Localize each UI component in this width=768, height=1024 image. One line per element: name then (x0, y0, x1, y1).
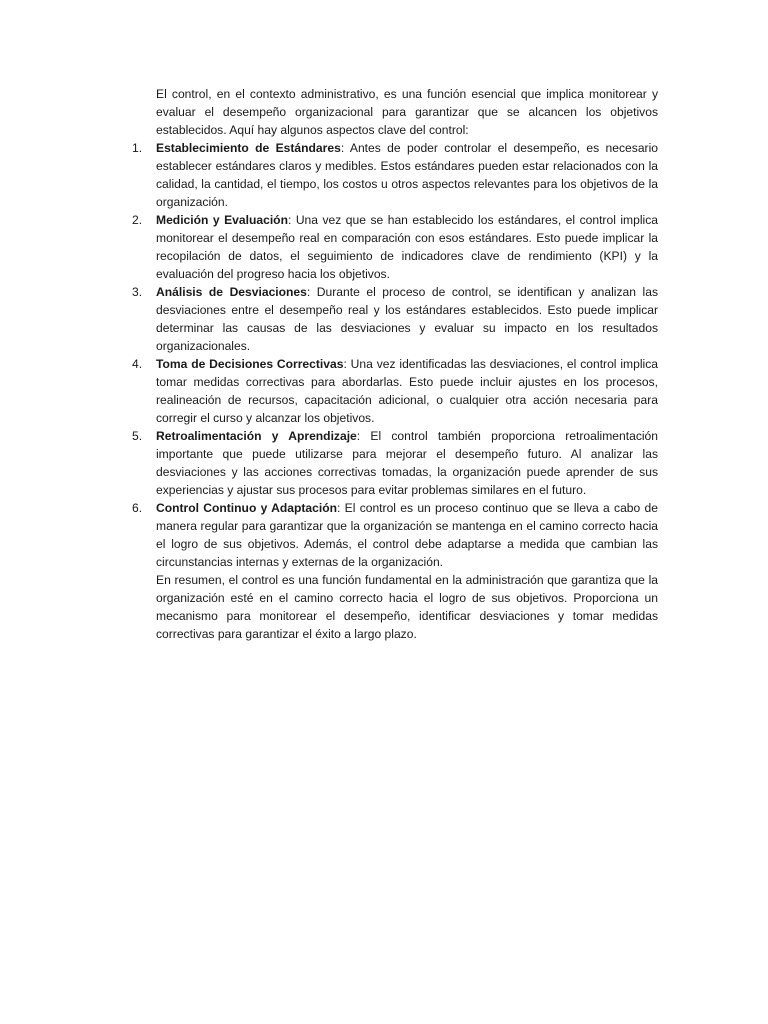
list-item-term: Análisis de Desviaciones (156, 285, 307, 299)
list-item (132, 211, 658, 283)
list-item-term: Establecimiento de Estándares (156, 141, 341, 155)
list-item-text: : Una vez identificadas las desviaciones, el control implica tomar medidas correctivas para abordarlas. Esto puede incluir ajustes en los procesos, realineación de recursos, capacitación adicional, o cualquier otra acción necesaria para corregir el curso y alcanzar los objetivos. (156, 357, 658, 425)
list-item-number: 2. (132, 213, 143, 227)
key-aspects-list (132, 139, 658, 571)
list-item-text: : El control es un proceso continuo que se lleva a cabo de manera regular para garantizar que la organización se mantenga en el camino correcto hacia el logro de sus objetivos. Además, el control debe adaptarse a medida que cambian las circunstancias internas y externas de la organización. (156, 501, 658, 569)
list-item (132, 355, 658, 427)
list-item-text: : Antes de poder controlar el desempeño, es necesario establecer estándares claros y medibles. Estos estándares pueden estar relacionados con la calidad, la cantidad, el tiempo, los costos u otros aspectos relevantes para los objetivos de la organización. (156, 141, 658, 209)
list-item (132, 427, 658, 499)
list-item-term: Medición y Evaluación (156, 213, 288, 227)
list-item (132, 139, 658, 211)
list-item-text: : Una vez que se han establecido los estándares, el control implica monitorear el desempeño real en comparación con esos estándares. Esto puede implicar la recopilación de datos, el seguimiento de indicadores clave de rendimiento (KPI) y la evaluación del progreso hacia los objetivos. (156, 213, 658, 281)
list-item-number: 1. (132, 141, 143, 155)
list-item-number: 4. (132, 357, 143, 371)
list-item (132, 499, 658, 571)
list-item-term: Control Continuo y Adaptación (156, 501, 338, 515)
document-body (132, 85, 658, 643)
intro-paragraph: El control, en el contexto administrativo, es una función esencial que implica monitorear y evaluar el desempeño organizacional para garantizar que se alcancen los objetivos establecidos. Aquí hay algunos aspectos clave del control: (156, 87, 658, 137)
list-item-text: : Durante el proceso de control, se identifican y analizan las desviaciones entre el desempeño real y los estándares establecidos. Esto puede implicar determinar las causas de las desviaciones y evaluar su impacto en los resultados organizacionales. (156, 285, 658, 353)
list-item-term: Retroalimentación y Aprendizaje (156, 429, 357, 443)
list-item-number: 5. (132, 429, 143, 443)
list-item (132, 283, 658, 355)
list-item-number: 3. (132, 285, 143, 299)
conclusion-paragraph: En resumen, el control es una función fundamental en la administración que garantiza que la organización esté en el camino correcto hacia el logro de sus objetivos. Proporciona un mecanismo para monitorear el desempeño, identificar desviaciones y tomar medidas correctivas para garantizar el éxito a largo plazo. (156, 573, 658, 641)
list-item-text: : El control también proporciona retroalimentación importante que puede utilizarse para mejorar el desempeño futuro. Al analizar las desviaciones y las acciones correctivas tomadas, la organización puede aprender de sus experiencias y ajustar sus procesos para evitar problemas similares en el futuro. (156, 429, 658, 497)
list-item-number: 6. (132, 501, 143, 515)
list-item-term: Toma de Decisiones Correctivas (156, 357, 344, 371)
